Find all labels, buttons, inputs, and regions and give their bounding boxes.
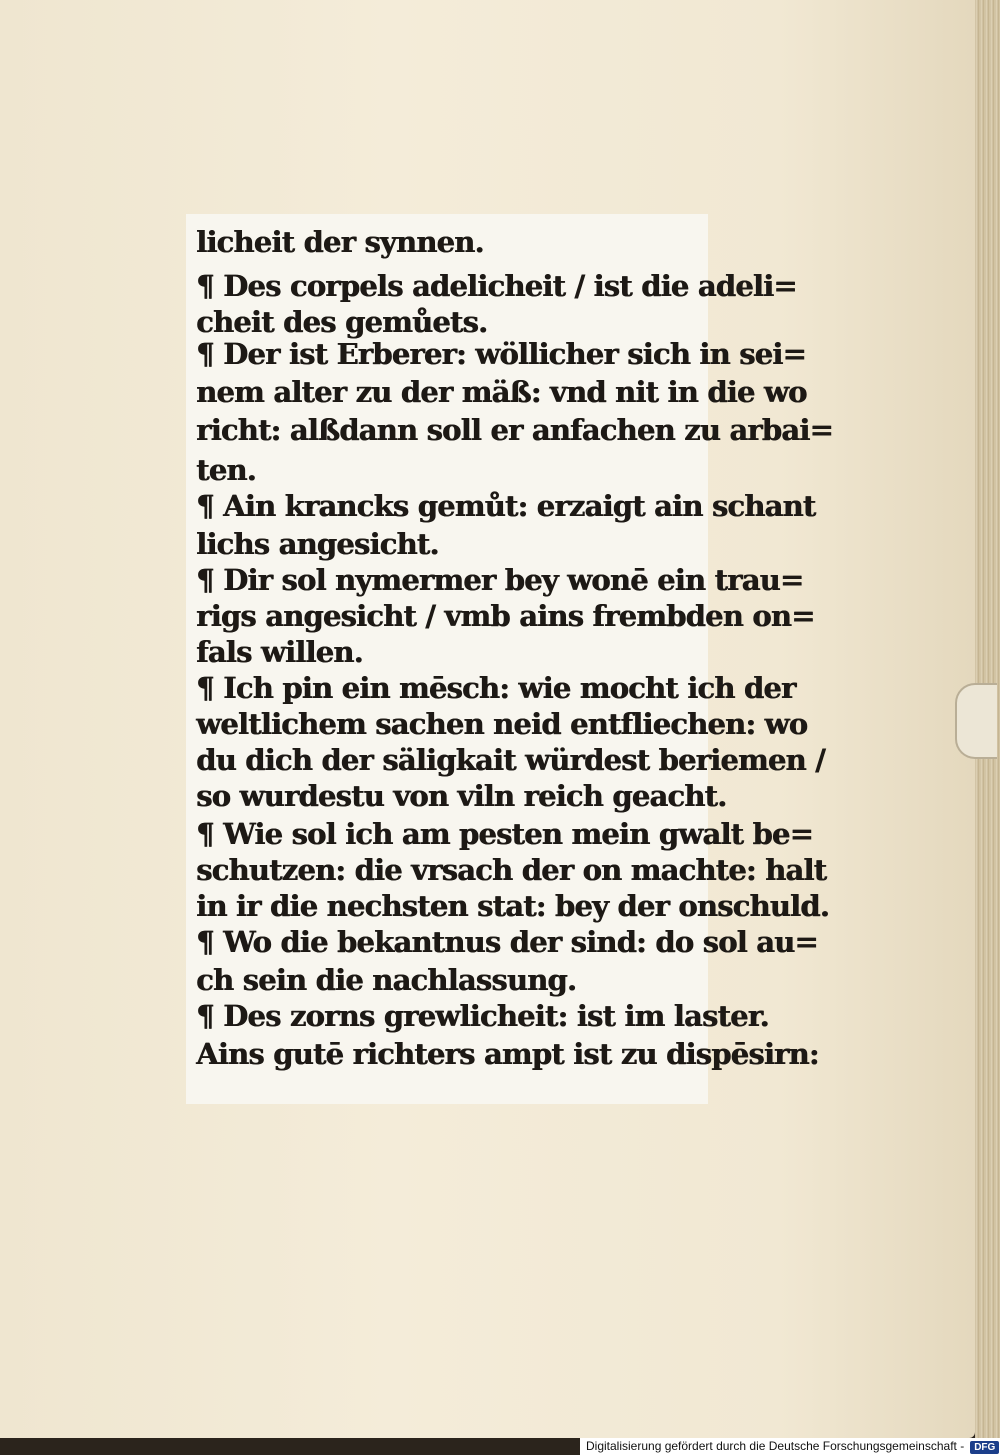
text-line: ch sein die nachlassung. — [196, 963, 577, 997]
text-line: cheit des gemůets. — [196, 305, 488, 339]
text-line: ¶ Ain krancks gemůt: erzaigt ain schant — [196, 489, 816, 523]
text-line: nem alter zu der mäß: vnd nit in die wo — [196, 375, 807, 409]
funding-footer — [580, 1438, 1000, 1455]
text-line: ¶ Wie sol ich am pesten mein gwalt be= — [196, 817, 813, 851]
text-line: weltlichem sachen neid entfliechen: wo — [196, 707, 808, 741]
text-line: ¶ Dir sol nymermer bey wonē ein trau= — [196, 563, 804, 597]
funding-text: Digitalisierung gefördert durch die Deutsche Forschungsgemeinschaft - — [586, 1439, 965, 1453]
text-line: ¶ Des zorns grewlicheit: ist im laster. — [196, 999, 769, 1033]
text-line: ¶ Des corpels adelicheit / ist die adeli= — [196, 269, 797, 303]
text-line: du dich der säligkait würdest beriemen / — [196, 743, 825, 777]
text-line: rigs angesicht / vmb ains frembden on= — [196, 599, 815, 633]
text-line: Ains gutē richters ampt ist zu dispēsirn: — [196, 1037, 819, 1071]
text-line: lichs angesicht. — [196, 527, 439, 561]
text-line: fals willen. — [196, 635, 363, 669]
text-line: ¶ Wo die bekantnus der sind: do sol au= — [196, 925, 818, 959]
text-line: schutzen: die vrsach der on machte: halt — [196, 853, 827, 887]
text-line: licheit der synnen. — [196, 225, 484, 259]
text-line: ten. — [196, 453, 256, 487]
text-line: ¶ Ich pin ein mēsch: wie mocht ich der — [196, 671, 796, 705]
text-line: richt: alßdann soll er anfachen zu arbai= — [196, 413, 833, 447]
text-line: so wurdestu von viln reich geacht. — [196, 779, 727, 813]
page-tab-marker — [955, 683, 997, 759]
text-line: in ir die nechsten stat: bey der onschuld. — [196, 889, 829, 923]
dfg-logo: DFG — [970, 1441, 999, 1454]
text-line: ¶ Der ist Erberer: wöllicher sich in sei= — [196, 337, 806, 371]
